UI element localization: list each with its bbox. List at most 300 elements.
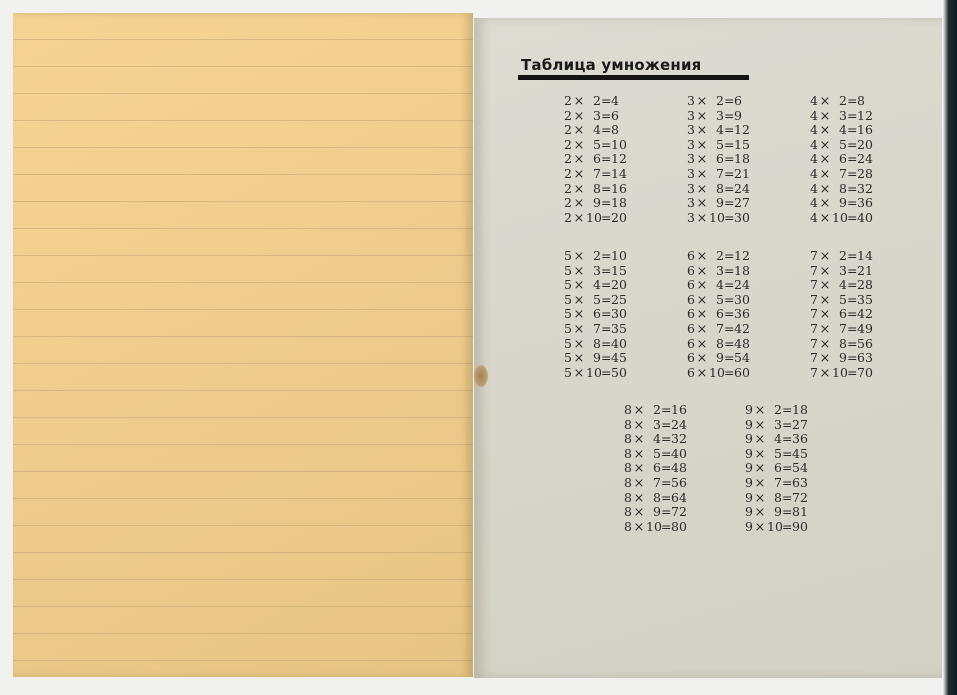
equals-sign: = [661,474,672,490]
equals-sign: = [601,291,612,307]
multiplier: 7 [593,320,601,336]
multiplicand: 3 [687,195,695,211]
multiplicand: 5 [564,335,572,351]
table-line [563,264,627,279]
multiplicand: 8 [624,431,632,447]
equals-sign: = [601,364,612,380]
table-line [809,94,873,109]
product: 54 [734,350,750,366]
multiplier: 3 [653,416,661,432]
times-sign: × [754,432,766,448]
product: 48 [734,335,750,351]
multiplier: 6 [839,306,847,322]
product: 36 [857,195,873,211]
table-line [686,264,750,279]
equals-sign: = [782,489,793,505]
multiplicand: 6 [687,364,695,380]
multiplier: 6 [716,151,724,167]
table-line [686,138,750,153]
multiplicand: 3 [687,151,695,167]
table-9 [744,403,808,534]
product: 20 [611,277,627,293]
product: 24 [734,180,750,196]
table-line [623,505,687,520]
equals-sign: = [847,335,858,351]
multiplier: 10 [646,518,662,534]
table-line [686,366,750,381]
table-4 [809,94,873,225]
equals-sign: = [724,262,735,278]
equals-sign: = [601,165,612,181]
times-sign: × [754,490,766,506]
times-sign: × [819,196,831,212]
table-line [686,293,750,308]
multiplier: 7 [716,320,724,336]
times-sign: × [633,505,645,521]
multiplier: 2 [593,93,601,108]
table-line [563,322,627,337]
times-sign: × [696,292,708,308]
times-sign: × [696,166,708,182]
multiplicand: 4 [810,93,818,108]
product: 20 [857,136,873,152]
product: 40 [857,209,873,225]
multiplicand: 7 [810,291,818,307]
equals-sign: = [847,136,858,152]
multiplicand: 5 [564,306,572,322]
times-sign: × [696,321,708,337]
times-sign: × [819,292,831,308]
table-line [563,293,627,308]
multiplicand: 5 [564,291,572,307]
multiplier: 8 [774,489,782,505]
product: 81 [792,504,808,520]
table-line [686,196,750,211]
equals-sign: = [847,248,858,263]
table-line [809,123,873,138]
product: 24 [734,277,750,293]
product: 14 [857,248,873,263]
multiplicand: 8 [624,518,632,534]
times-sign: × [819,321,831,337]
times-sign: × [696,108,708,124]
multiplier: 6 [839,151,847,167]
scanner-edge [943,0,957,695]
product: 21 [734,165,750,181]
equals-sign: = [601,209,612,225]
multiplier: 8 [716,335,724,351]
product: 80 [671,518,687,534]
times-sign: × [819,137,831,153]
equals-sign: = [847,277,858,293]
table-line [744,520,808,535]
times-sign: × [819,108,831,124]
product: 56 [671,474,687,490]
equals-sign: = [724,248,735,263]
multiplicand: 5 [564,277,572,293]
multiplicand: 2 [564,165,572,181]
times-sign: × [819,181,831,197]
product: 18 [611,195,627,211]
times-sign: × [696,137,708,153]
product: 12 [734,122,750,138]
times-sign: × [573,210,585,226]
equals-sign: = [724,350,735,366]
multiplier: 7 [839,320,847,336]
multiplier: 6 [774,460,782,476]
table-line [809,293,873,308]
multiplier: 10 [832,364,848,380]
product: 54 [792,460,808,476]
product: 72 [792,489,808,505]
times-sign: × [573,336,585,352]
multiplier: 7 [839,165,847,181]
equals-sign: = [601,151,612,167]
equals-sign: = [601,248,612,263]
times-sign: × [696,278,708,294]
equals-sign: = [724,122,735,138]
equals-sign: = [601,107,612,123]
equals-sign: = [601,122,612,138]
equals-sign: = [782,445,793,461]
times-sign: × [819,278,831,294]
table-line [744,403,808,418]
product: 21 [857,262,873,278]
multiplicand: 6 [687,248,695,263]
product: 15 [734,136,750,152]
table-line [623,476,687,491]
multiplicand: 7 [810,277,818,293]
multiplier: 7 [593,165,601,181]
table-line [686,211,750,226]
product: 90 [792,518,808,534]
table-5 [563,249,627,380]
multiplier: 4 [716,122,724,138]
multiplicand: 3 [687,122,695,138]
equals-sign: = [847,262,858,278]
product: 30 [734,209,750,225]
equals-sign: = [847,306,858,322]
times-sign: × [696,351,708,367]
equals-sign: = [782,431,793,447]
equals-sign: = [724,209,735,225]
equals-sign: = [847,195,858,211]
times-sign: × [573,196,585,212]
multiplier: 3 [774,416,782,432]
times-sign: × [573,307,585,323]
table-line [809,366,873,381]
times-sign: × [819,152,831,168]
product: 14 [611,165,627,181]
product: 45 [611,350,627,366]
product: 36 [734,306,750,322]
multiplicand: 6 [687,306,695,322]
multiplier: 4 [653,431,661,447]
table-line [563,351,627,366]
product: 9 [734,107,742,123]
multiplicand: 7 [810,350,818,366]
table-line [744,505,808,520]
equals-sign: = [724,107,735,123]
product: 15 [611,262,627,278]
multiplicand: 4 [810,151,818,167]
table-line [809,264,873,279]
multiplicand: 2 [564,93,572,108]
equals-sign: = [661,460,672,476]
multiplicand: 3 [687,209,695,225]
table-3 [686,94,750,225]
table-line [563,123,627,138]
multiplier: 2 [593,248,601,263]
equals-sign: = [601,180,612,196]
multiplier: 3 [716,262,724,278]
equals-sign: = [661,504,672,520]
multiplicand: 7 [810,306,818,322]
multiplier: 9 [593,195,601,211]
times-sign: × [573,166,585,182]
equals-sign: = [847,107,858,123]
product: 16 [671,402,687,417]
multiplier: 5 [593,291,601,307]
product: 63 [857,350,873,366]
product: 36 [792,431,808,447]
times-sign: × [633,461,645,477]
times-sign: × [573,365,585,381]
table-2 [563,94,627,225]
table-line [686,351,750,366]
table-line [809,307,873,322]
equals-sign: = [847,209,858,225]
equals-sign: = [724,136,735,152]
multiplier: 2 [839,248,847,263]
equals-sign: = [847,364,858,380]
equals-sign: = [661,489,672,505]
times-sign: × [633,519,645,535]
multiplicand: 7 [810,262,818,278]
product: 40 [611,335,627,351]
multiplicand: 9 [745,489,753,505]
table-line [686,307,750,322]
multiplier: 4 [774,431,782,447]
multiplier: 2 [774,402,782,417]
table-line [563,249,627,264]
multiplier: 8 [653,489,661,505]
times-sign: × [696,196,708,212]
product: 45 [792,445,808,461]
multiplier: 4 [839,277,847,293]
times-sign: × [754,475,766,491]
equals-sign: = [782,474,793,490]
times-sign: × [696,365,708,381]
multiplicand: 8 [624,460,632,476]
table-line [686,152,750,167]
product: 64 [671,489,687,505]
product: 27 [734,195,750,211]
multiplicand: 3 [687,180,695,196]
table-line [809,138,873,153]
multiplier: 10 [767,518,783,534]
multiplier: 6 [593,306,601,322]
table-line [563,138,627,153]
table-line [686,278,750,293]
multiplicand: 3 [687,136,695,152]
multiplicand: 3 [687,107,695,123]
multiplier: 10 [586,364,602,380]
multiplicand: 4 [810,195,818,211]
multiplicand: 8 [624,402,632,417]
times-sign: × [696,263,708,279]
multiplier: 2 [653,402,661,417]
table-line [563,307,627,322]
multiplicand: 6 [687,320,695,336]
times-sign: × [819,210,831,226]
table-line [744,418,808,433]
equals-sign: = [724,180,735,196]
equals-sign: = [724,335,735,351]
multiplier: 9 [839,195,847,211]
table-line [563,182,627,197]
times-sign: × [573,292,585,308]
multiplier: 2 [716,93,724,108]
multiplier: 9 [774,504,782,520]
multiplier: 3 [593,262,601,278]
product: 40 [671,445,687,461]
table-line [809,182,873,197]
times-sign: × [573,351,585,367]
table-line [686,109,750,124]
table-line [623,447,687,462]
multiplicand: 4 [810,180,818,196]
times-sign: × [754,461,766,477]
equals-sign: = [847,165,858,181]
table-line [563,109,627,124]
table-8 [623,403,687,534]
title-underline [518,75,749,80]
equals-sign: = [661,416,672,432]
multiplicand: 2 [564,107,572,123]
table-line [686,123,750,138]
product: 28 [857,165,873,181]
equals-sign: = [601,306,612,322]
table-line [686,182,750,197]
table-line [686,94,750,109]
multiplicand: 9 [745,431,753,447]
multiplicand: 7 [810,335,818,351]
table-line [686,337,750,352]
product: 30 [611,306,627,322]
left-page-lined-paper [13,13,473,677]
product: 12 [611,151,627,167]
multiplicand: 4 [810,107,818,123]
multiplier: 3 [839,107,847,123]
multiplicand: 6 [687,262,695,278]
equals-sign: = [782,460,793,476]
multiplicand: 9 [745,518,753,534]
multiplier: 9 [716,350,724,366]
multiplier: 4 [593,122,601,138]
times-sign: × [696,249,708,264]
times-sign: × [573,249,585,264]
equals-sign: = [661,431,672,447]
multiplier: 2 [716,248,724,263]
times-sign: × [754,519,766,535]
table-line [623,432,687,447]
multiplier: 8 [839,335,847,351]
multiplicand: 9 [745,474,753,490]
equals-sign: = [724,320,735,336]
table-line [686,167,750,182]
multiplier: 7 [774,474,782,490]
multiplicand: 9 [745,445,753,461]
product: 25 [611,291,627,307]
times-sign: × [754,403,766,418]
table-line [563,278,627,293]
multiplier: 3 [839,262,847,278]
equals-sign: = [601,277,612,293]
multiplicand: 2 [564,180,572,196]
product: 10 [611,248,627,263]
times-sign: × [696,123,708,139]
times-sign: × [633,475,645,491]
equals-sign: = [601,136,612,152]
multiplier: 5 [839,136,847,152]
table-line [809,278,873,293]
multiplier: 5 [653,445,661,461]
multiplicand: 4 [810,122,818,138]
multiplier: 8 [593,180,601,196]
product: 60 [734,364,750,380]
product: 50 [611,364,627,380]
product: 24 [671,416,687,432]
table-line [563,211,627,226]
table-6 [686,249,750,380]
multiplicand: 8 [624,416,632,432]
multiplier: 5 [716,136,724,152]
multiplicand: 9 [745,402,753,417]
multiplier: 10 [832,209,848,225]
times-sign: × [573,108,585,124]
times-sign: × [819,365,831,381]
equals-sign: = [661,445,672,461]
times-sign: × [754,505,766,521]
equals-sign: = [724,195,735,211]
multiplicand: 3 [687,93,695,108]
table-line [809,322,873,337]
equals-sign: = [601,195,612,211]
equals-sign: = [847,180,858,196]
multiplier: 4 [839,122,847,138]
multiplicand: 2 [564,136,572,152]
multiplicand: 8 [624,474,632,490]
multiplier: 4 [593,277,601,293]
multiplicand: 4 [810,209,818,225]
equals-sign: = [661,402,672,417]
product: 24 [857,151,873,167]
times-sign: × [819,336,831,352]
equals-sign: = [847,151,858,167]
multiplier: 9 [716,195,724,211]
multiplicand: 8 [624,489,632,505]
multiplier: 10 [709,364,725,380]
equals-sign: = [782,416,793,432]
equals-sign: = [782,518,793,534]
multiplicand: 2 [564,195,572,211]
equals-sign: = [601,350,612,366]
equals-sign: = [661,518,672,534]
product: 18 [792,402,808,417]
multiplicand: 5 [564,248,572,263]
multiplier: 10 [586,209,602,225]
